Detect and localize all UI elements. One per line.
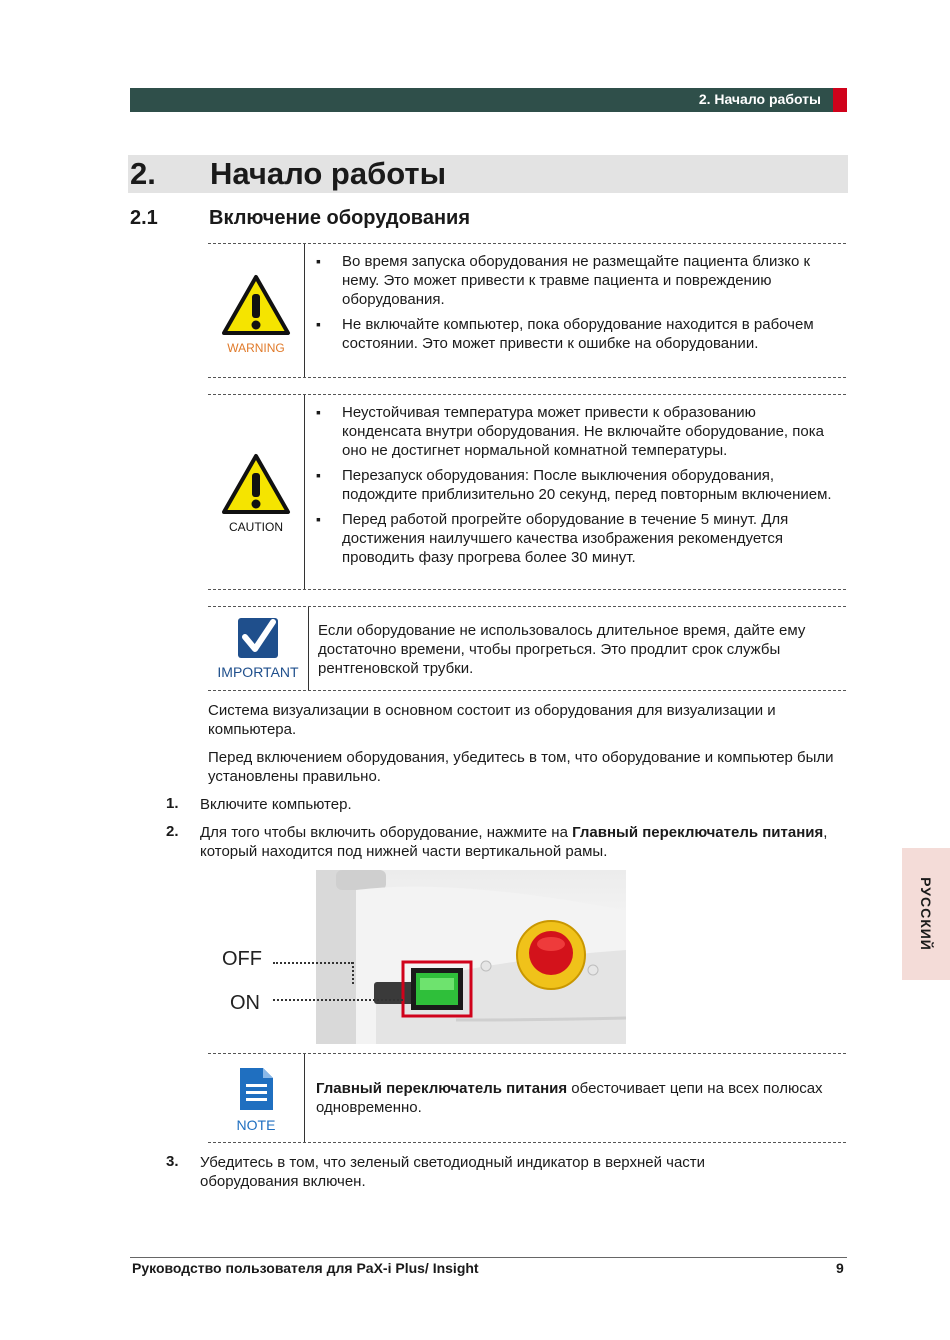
step-text: Убедитесь в том, что зеленый светодиодный индикатор в верхней части оборудования включен.: [200, 1154, 706, 1190]
warning-item: ▪ Не включайте компьютер, пока оборудование находится в рабочем состоянии. Это может привести к ошибке на оборудовании.: [316, 315, 838, 353]
step-number: 1.: [166, 795, 179, 812]
warning-label: WARNING: [227, 341, 285, 355]
chapter-number: 2.: [130, 156, 156, 191]
important-label: IMPORTANT: [217, 664, 299, 680]
on-leader-line: [273, 999, 403, 1001]
language-tab: [902, 848, 950, 980]
step-number: 3.: [166, 1153, 179, 1170]
step-text: Включите компьютер.: [200, 796, 352, 813]
document-icon: [237, 1066, 275, 1112]
caution-item: ▪ Неустойчивая температура может привести к образованию конденсата внутри оборудования. Не включайте оборудование, пока оно не достигнет нормальной комнатной температуры.: [316, 403, 838, 460]
running-header: [130, 88, 833, 112]
intro-paragraph: Перед включением оборудования, убедитесь в том, что оборудование и компьютер были установлены правильно.: [208, 749, 834, 785]
caution-list: [316, 403, 838, 573]
important-symbol: [208, 617, 308, 680]
equipment-illustration: [316, 870, 626, 1044]
caution-item: ▪ Перед работой прогрейте оборудование в течение 5 минут. Для достижения наилучшего качества изображения рекомендуется проводить фазу прогрева более 30 минут.: [316, 510, 838, 567]
step-text-bold: Главный переключатель питания: [572, 824, 824, 841]
switch-off-label: OFF: [222, 948, 262, 970]
chapter-title: Начало работы: [210, 156, 447, 191]
off-leader-line: [273, 962, 353, 964]
power-switch-photo: [316, 870, 626, 1044]
note-text-part: обесточивает цепи на всех полюсах одновременно.: [316, 1080, 823, 1116]
important-box: [208, 606, 846, 691]
switch-on-label: ON: [230, 992, 260, 1014]
step-text-part: Для того чтобы включить оборудование, нажмите на: [200, 824, 573, 841]
important-text: Если оборудование не использовалось длительное время, дайте ему достаточно времени, чтобы прогреться. Это продлит срок службы рентгеновской трубки.: [318, 622, 806, 677]
footer-title: Руководство пользователя для PaX-i Plus/ Insight: [132, 1260, 479, 1276]
step-text: [200, 823, 840, 861]
warning-list: [316, 252, 838, 359]
note-label: NOTE: [236, 1117, 276, 1133]
note-symbol: [208, 1066, 304, 1133]
warning-item: ▪ Во время запуска оборудования не размещайте пациента близко к нему. Это может привести к травме пациента и повреждению оборудования.: [316, 252, 838, 309]
intro-paragraph: Система визуализации в основном состоит из оборудования для визуализации и компьютера.: [208, 702, 776, 738]
chapter-heading: [128, 155, 848, 193]
running-header-title: 2. Начало работы: [698, 91, 821, 107]
section-title: Включение оборудования: [209, 207, 470, 229]
language-tab-label: РУССКИЙ: [918, 877, 934, 951]
section-number: 2.1: [130, 207, 158, 229]
warning-box: [208, 243, 846, 378]
caution-symbol: [208, 453, 304, 534]
off-leader-line: [352, 962, 354, 984]
caution-box: [208, 394, 846, 590]
footer-rule: [130, 1257, 847, 1258]
page-number: 9: [836, 1260, 844, 1276]
note-text: [316, 1079, 838, 1117]
header-accent: [833, 88, 847, 112]
warning-icon: [221, 274, 291, 336]
note-box: [208, 1053, 846, 1143]
warning-symbol: [208, 274, 304, 355]
step-number: 2.: [166, 823, 179, 840]
note-text-bold: Главный переключатель питания: [316, 1080, 568, 1097]
caution-icon: [221, 453, 291, 515]
checkmark-icon: [237, 617, 279, 659]
caution-label: CAUTION: [229, 520, 283, 534]
step-text-part: , который находится под нижней части вертикальной рамы.: [200, 824, 828, 860]
caution-item: ▪ Перезапуск оборудования: После выключения оборудования, подождите приблизительно 20 секунд, перед повторным включением.: [316, 466, 838, 504]
